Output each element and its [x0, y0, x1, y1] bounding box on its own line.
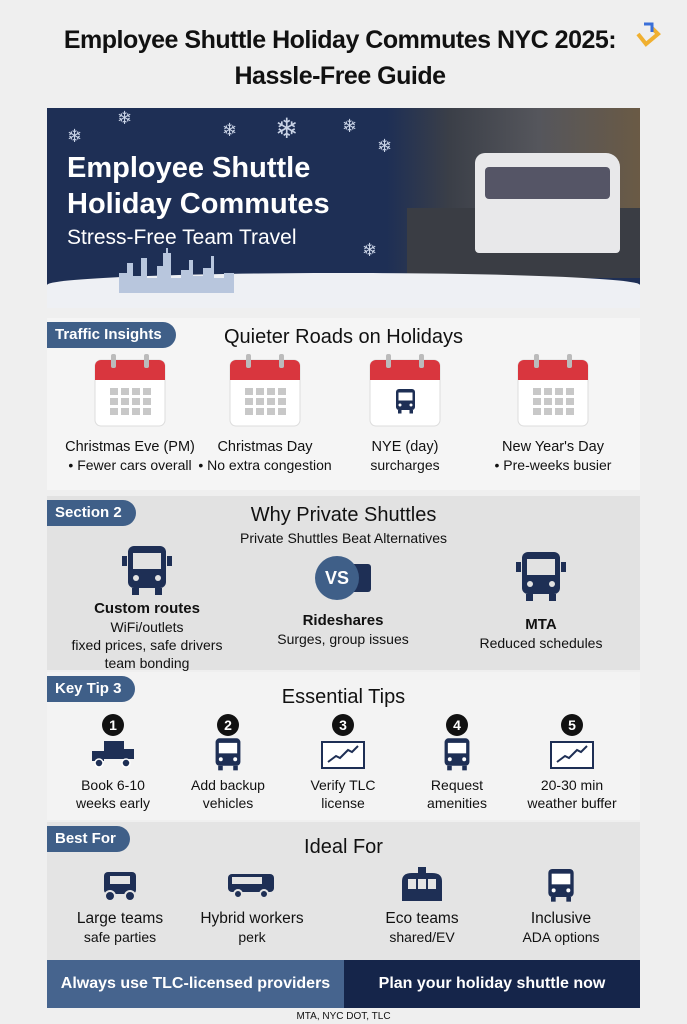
- minibus-icon: [177, 864, 327, 906]
- number-badge: 1: [102, 714, 124, 736]
- snowflake-icon: ❄: [117, 108, 133, 128]
- section-tag: Key Tip 3: [47, 676, 135, 702]
- number-badge: 3: [332, 714, 354, 736]
- ideal-item: [486, 864, 636, 946]
- section-tag: Section 2: [47, 500, 136, 526]
- item-line: team bonding: [104, 655, 190, 671]
- shuttle-bus-image: [475, 153, 620, 253]
- tip-line: Add backup: [191, 777, 265, 793]
- calendar-icon: [478, 354, 628, 432]
- tip-item: [168, 714, 288, 812]
- item-note: surcharges: [370, 457, 440, 473]
- hero-title-line1: Employee Shuttle: [67, 152, 311, 184]
- number-badge: 4: [446, 714, 468, 736]
- snowflake-icon: ❄: [222, 120, 238, 140]
- tip-item: [283, 714, 403, 812]
- ideal-item: [45, 864, 195, 946]
- page-title: Employee Shuttle Holiday Commutes NYC 2025: Hassle-Free Guide: [63, 26, 617, 90]
- item-note: shared/EV: [389, 929, 455, 945]
- ideal-item: [347, 864, 497, 946]
- item-note: • No extra congestion: [198, 457, 332, 473]
- number-badge: 5: [561, 714, 583, 736]
- tip-line: Verify TLC: [310, 777, 376, 793]
- snowflake-icon: ❄: [342, 116, 358, 136]
- vs-icon: [313, 556, 373, 602]
- chart-icon: [283, 736, 403, 772]
- calendar-icon: [55, 354, 205, 432]
- item-note: safe parties: [83, 929, 157, 945]
- eco-bus-icon: [347, 864, 497, 906]
- tip-line: amenities: [427, 795, 487, 811]
- tip-line: 20-30 min: [540, 777, 604, 793]
- holiday-item: [190, 354, 340, 474]
- vs-label: VS: [315, 556, 359, 600]
- traffic-section: [47, 318, 640, 490]
- calendar-icon: [190, 354, 340, 432]
- holiday-item: [330, 354, 480, 474]
- chart-icon: [512, 736, 632, 772]
- tip-line: vehicles: [202, 795, 254, 811]
- hero-subtitle: Stress-Free Team Travel: [67, 226, 297, 249]
- van-icon: [45, 864, 195, 906]
- tip-line: Request: [430, 777, 484, 793]
- item-line: Reduced schedules: [479, 635, 603, 651]
- item-label: Hybrid workers: [200, 910, 304, 927]
- tip-item: [397, 714, 517, 812]
- bus-icon: [120, 544, 174, 596]
- item-label: Christmas Day: [217, 439, 313, 455]
- skyline-icon: [119, 248, 254, 293]
- bus-icon: [397, 736, 517, 772]
- why-item-custom-routes: [47, 544, 247, 672]
- item-line: fixed prices, safe drivers: [71, 637, 223, 653]
- item-label: MTA: [525, 616, 557, 633]
- tip-line: weeks early: [76, 795, 150, 811]
- why-item-mta: [441, 548, 641, 652]
- sources: MTA, NYC DOT, TLC: [296, 1011, 391, 1022]
- section-heading: Essential Tips: [281, 686, 406, 708]
- tlc-reminder-banner: Always use TLC-licensed providers: [47, 960, 344, 1008]
- calendar-bus-icon: [330, 354, 480, 432]
- item-label: Custom routes: [94, 600, 200, 617]
- holiday-item: [478, 354, 628, 474]
- item-label: Inclusive: [530, 910, 592, 927]
- section-tag: Best For: [47, 826, 130, 852]
- section-heading: Quieter Roads on Holidays: [223, 326, 463, 348]
- section-heading: Why Private Shuttles: [250, 504, 437, 526]
- tips-section: [47, 672, 640, 820]
- item-line: Surges, group issues: [277, 631, 409, 647]
- snowflake-icon: ❄: [275, 113, 299, 144]
- section-subheading: Private Shuttles Beat Alternatives: [240, 530, 447, 546]
- snowflake-icon: ❄: [377, 136, 393, 156]
- section-heading: Ideal For: [304, 836, 383, 858]
- item-note: • Fewer cars overall: [68, 457, 192, 473]
- bus-icon: [168, 736, 288, 772]
- hero-banner: [47, 108, 640, 308]
- item-note: ADA options: [522, 929, 600, 945]
- ideal-section: [47, 822, 640, 960]
- item-note: • Pre-weeks busier: [494, 457, 612, 473]
- logo-icon: [632, 20, 662, 50]
- truck-icon: [53, 736, 173, 772]
- bus-icon: [486, 864, 636, 906]
- holiday-item: [55, 354, 205, 474]
- section-tag: Traffic Insights: [47, 322, 176, 348]
- number-badge: 2: [217, 714, 239, 736]
- item-line: WiFi/outlets: [110, 619, 184, 635]
- bus-icon: [514, 548, 568, 604]
- snowflake-icon: ❄: [67, 126, 83, 146]
- item-label: NYE (day): [371, 439, 439, 455]
- why-item-rideshares: [243, 556, 443, 648]
- tip-item: [512, 714, 632, 812]
- item-label: Eco teams: [385, 910, 459, 927]
- tip-line: Book 6-10: [81, 777, 145, 793]
- plan-shuttle-cta[interactable]: Plan your holiday shuttle now: [344, 960, 640, 1008]
- hero-title-line2: Holiday Commutes: [67, 188, 330, 220]
- snowflake-icon: ❄: [362, 240, 378, 260]
- item-note: perk: [238, 929, 266, 945]
- item-label: New Year's Day: [502, 439, 604, 455]
- ideal-item: [177, 864, 327, 946]
- item-label: Rideshares: [302, 612, 384, 629]
- item-label: Christmas Eve (PM): [65, 439, 195, 455]
- item-label: Large teams: [76, 910, 164, 927]
- tip-line: weather buffer: [527, 795, 617, 811]
- why-section: [47, 496, 640, 670]
- tip-item: [53, 714, 173, 812]
- tip-line: license: [321, 795, 365, 811]
